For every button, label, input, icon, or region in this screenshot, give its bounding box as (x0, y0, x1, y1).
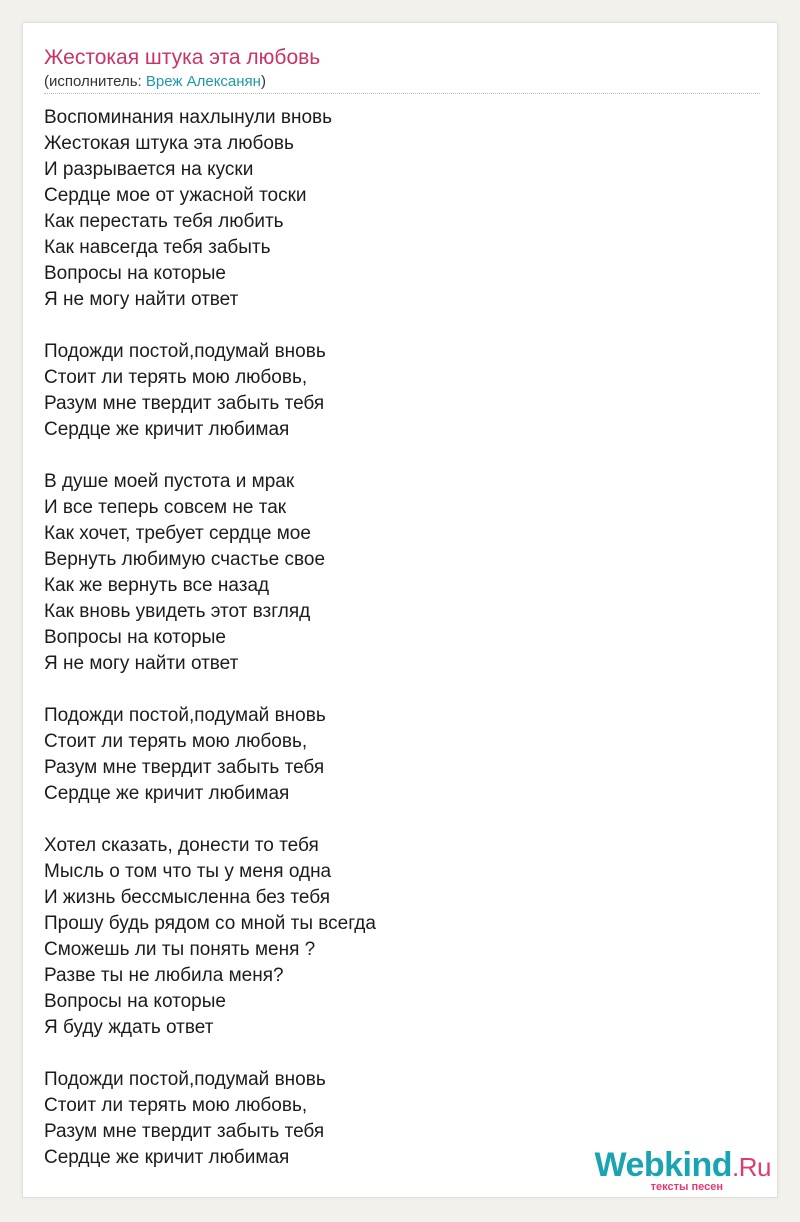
song-title: Жестокая штука эта любовь (44, 46, 321, 69)
lyric-line: Вопросы на которые (44, 991, 226, 1012)
lyric-line: В душе моей пустота и мрак (44, 471, 295, 492)
stanza (44, 833, 744, 1041)
lyric-line: Разве ты не любила меня? (44, 965, 284, 986)
lyric-line: Хотел сказать, донести то тебя (44, 835, 319, 856)
lyric-line: Стоит ли терять мою любовь, (44, 1095, 308, 1116)
lyric-line: Сможешь ли ты понять меня ? (44, 939, 316, 960)
lyric-line: Сердце же кричит любимая (44, 1147, 290, 1168)
logo-tagline: тексты песен (650, 1181, 723, 1193)
lyric-line: Вопросы на которые (44, 627, 226, 648)
lyric-line: И все теперь совсем не так (44, 497, 287, 518)
lyric-line: И жизнь бессмысленна без тебя (44, 887, 330, 908)
lyric-line: Вернуть любимую счастье свое (44, 549, 326, 570)
lyric-line: Разум мне твердит забыть тебя (44, 757, 325, 778)
stanza (44, 703, 744, 807)
lyric-line: Воспоминания нахлынули вновь (44, 107, 333, 128)
lyric-line: Подожди постой,подумай вновь (44, 341, 326, 362)
lyric-line: Как вновь увидеть этот взгляд (44, 601, 311, 622)
lyric-line: Как перестать тебя любить (44, 211, 284, 232)
lyric-line: Как хочет, требует сердце мое (44, 523, 311, 544)
lyric-line: Я буду ждать ответ (44, 1017, 214, 1038)
stanza (44, 339, 744, 443)
header-divider (44, 93, 760, 94)
lyric-line: Подожди постой,подумай вновь (44, 705, 326, 726)
logo-main-text: Webkind (594, 1146, 733, 1184)
lyric-line: Вопросы на которые (44, 263, 226, 284)
lyric-line: Я не могу найти ответ (44, 289, 239, 310)
lyric-line: Подожди постой,подумай вновь (44, 1069, 326, 1090)
lyric-line: Сердце же кричит любимая (44, 419, 290, 440)
lyric-line: И разрывается на куски (44, 159, 254, 180)
lyric-line: Стоит ли терять мою любовь, (44, 731, 308, 752)
lyrics-body (44, 105, 744, 1197)
logo-tld: .Ru (732, 1152, 771, 1182)
lyric-line: Сердце же кричит любимая (44, 783, 290, 804)
stanza (44, 469, 744, 677)
lyric-line: Жестокая штука эта любовь (44, 133, 294, 154)
lyric-line: Мысль о том что ты у меня одна (44, 861, 332, 882)
lyric-line: Прошу будь рядом со мной ты всегда (44, 913, 376, 934)
lyric-line: Разум мне твердит забыть тебя (44, 393, 325, 414)
lyric-line: Разум мне твердит забыть тебя (44, 1121, 325, 1142)
lyric-line: Сердце мое от ужасной тоски (44, 185, 307, 206)
lyric-line: Как навсегда тебя забыть (44, 237, 271, 258)
artist-prefix: (исполнитель: (44, 73, 146, 90)
lyric-line: Как же вернуть все назад (44, 575, 270, 596)
artist-link[interactable]: Вреж Алексанян (145, 73, 261, 90)
stanza (44, 105, 744, 313)
artist-line (44, 73, 266, 91)
lyrics-card (22, 22, 778, 1198)
lyric-line: Стоит ли терять мою любовь, (44, 367, 308, 388)
lyric-line: Я не могу найти ответ (44, 653, 239, 674)
site-logo[interactable] (571, 1145, 771, 1195)
artist-suffix: ) (260, 73, 266, 90)
